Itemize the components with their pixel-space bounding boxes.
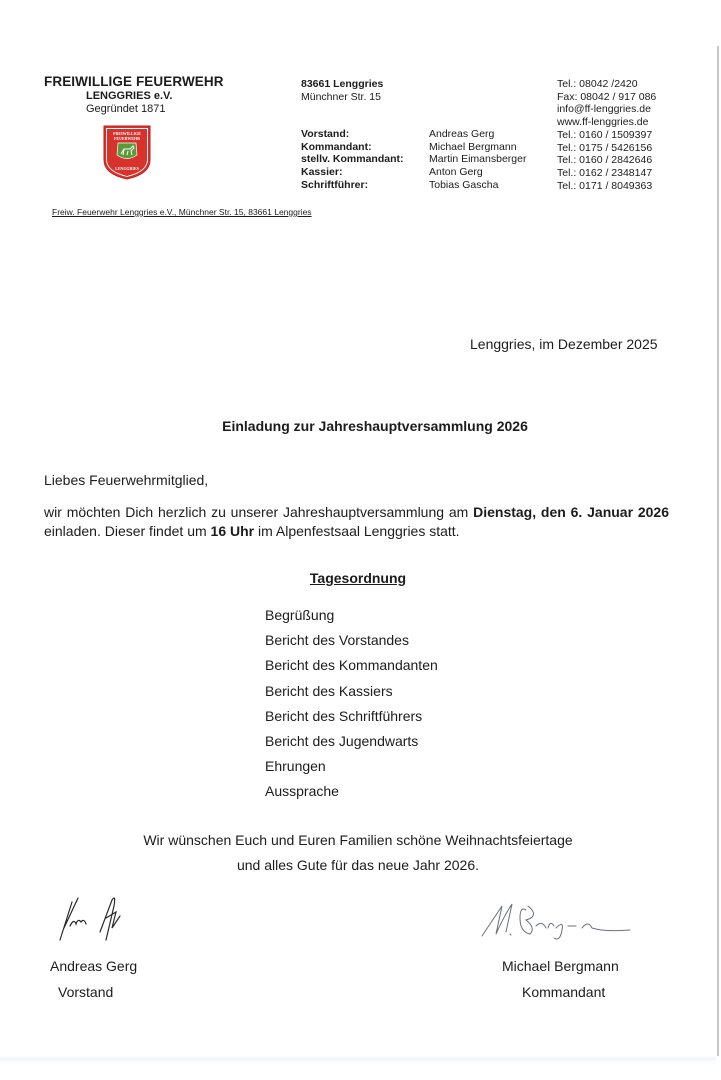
agenda-item: Bericht des Kommandanten (265, 657, 438, 674)
address-line-2: Münchner Str. 15 (301, 91, 381, 103)
officer-role: Kassier: (301, 166, 343, 179)
org-email: info@ff-lenggries.de (557, 103, 651, 116)
officer-phone: Tel.: 0162 / 2348147 (557, 166, 653, 179)
agenda-item: Aussprache (265, 783, 339, 800)
officer-role: Schriftführer: (301, 178, 369, 191)
officer-name: Anton Gerg (429, 166, 483, 179)
org-founded: Gegründet 1871 (86, 103, 166, 115)
agenda-title: Tagesordnung (309, 570, 407, 586)
agenda-item: Begrüßung (265, 607, 335, 623)
agenda-item: Bericht des Vorstandes (265, 632, 409, 649)
officer-name: Tobias Gascha (429, 178, 499, 191)
paragraph-text: im Alpenfestsaal Lenggries statt. (254, 523, 460, 539)
svg-text:FREIWILLIGE: FREIWILLIGE (113, 131, 141, 136)
fire-brigade-emblem-logo (102, 124, 152, 180)
signer-right-name: Michael Bergmann (502, 958, 619, 974)
org-website: www.ff-lenggries.de (557, 116, 649, 129)
org-address (301, 78, 383, 104)
page-edge-line (717, 46, 719, 1056)
date-line: Lenggries, im Dezember 2025 (470, 336, 658, 352)
svg-text:FEUERWEHR: FEUERWEHR (113, 136, 141, 141)
agenda-item: Bericht des Schriftführers (265, 707, 423, 724)
officer-name: Martin Eimansberger (429, 153, 527, 166)
officer-name: Michael Bergmann (429, 140, 517, 153)
org-phone: Tel.: 08042 /2420 (557, 78, 638, 90)
signer-left-name: Andreas Gerg (50, 958, 138, 974)
closing-wishes-line-1: Wir wünschen Euch und Euren Familien schöne Weihnachtsfeiertage (143, 832, 573, 848)
paragraph-text: wir möchten Dich herzlich zu unserer Jahreshauptversammlung am (44, 504, 474, 520)
agenda-item: Bericht des Kassiers (265, 682, 393, 699)
officer-phone: Tel.: 0175 / 5426156 (557, 141, 653, 154)
paragraph-text: einladen. Dieser findet um (44, 523, 211, 539)
officer-role: stellv. Kommandant: (301, 153, 404, 166)
agenda-list (265, 603, 438, 805)
officer-role: Vorstand: (301, 128, 350, 140)
letter-subject: Einladung zur Jahreshauptversammlung 2026 (222, 418, 528, 434)
org-subtitle: LENGGRIES e.V. (86, 90, 173, 102)
officer-phone: Tel.: 0171 / 8049363 (557, 179, 653, 192)
officer-role: Kommandant: (301, 140, 372, 153)
agenda-item: Ehrungen (265, 758, 326, 775)
svg-text:LENGGRIES: LENGGRIES (115, 166, 139, 171)
officer-phone: Tel.: 0160 / 2842646 (557, 154, 653, 167)
officer-name: Andreas Gerg (429, 128, 495, 140)
org-fax: Fax: 08042 / 917 086 (557, 90, 657, 103)
signature-michael-bergmann (480, 898, 640, 944)
invitation-paragraph (44, 503, 669, 541)
salutation: Liebes Feuerwehrmitglied, (44, 472, 209, 488)
meeting-date: Dienstag, den 6. Januar 2026 (473, 504, 669, 520)
signature-andreas-gerg (40, 888, 150, 946)
return-address: Freiw. Feuerwehr Lenggries e.V., Münchner Str. 15, 83661 Lenggries (52, 207, 312, 217)
officer-roles (301, 128, 404, 192)
scan-artifact (0, 1055, 716, 1063)
signer-left-role: Vorstand (58, 984, 114, 1000)
signer-right-role: Kommandant (522, 984, 606, 1000)
org-name: FREIWILLIGE FEUERWEHR (44, 74, 224, 89)
meeting-time: 16 Uhr (210, 523, 255, 539)
officer-names (429, 128, 526, 192)
officer-phone: Tel.: 0160 / 1509397 (557, 128, 653, 141)
agenda-item: Bericht des Jugendwarts (265, 732, 419, 749)
closing-wishes-line-2: und alles Gute für das neue Jahr 2026. (236, 857, 480, 873)
contact-block (557, 78, 656, 192)
address-line-1: 83661 Lenggries (301, 78, 384, 90)
